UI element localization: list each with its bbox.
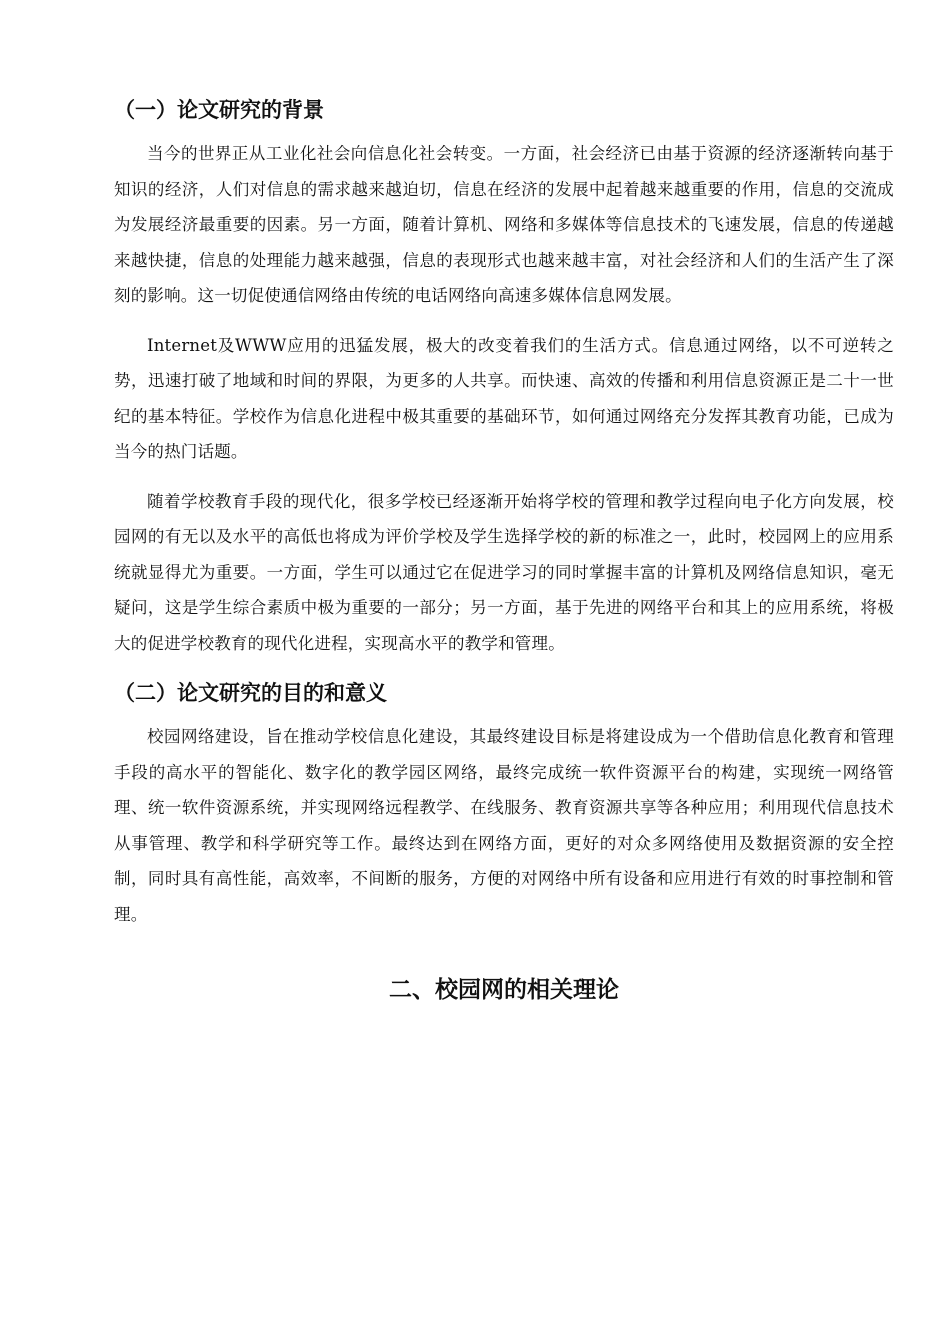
paragraph: 随着学校教育手段的现代化，很多学校已经逐渐开始将学校的管理和教学过程向电子化方向发展，校园网的有无以及水平的高低也将成为评价学校及学生选择学校的新的标准之一，此时，校园网上的应用系统就显得尤为重要。一方面，学生可以通过它在促进学习的同时掌握丰富的计算机及网络信息知识，毫无疑问，这是学生综合素质中极为重要的一部分；另一方面，基于先进的网络平台和其上的应用系统，将极大的促进学校教育的现代化进程，实现高水平的教学和管理。: [114, 491, 894, 653]
chapter-heading: 二、校园网的相关理论: [389, 977, 619, 1003]
section-heading-purpose: （二）论文研究的目的和意义: [114, 681, 387, 705]
paragraph: 当今的世界正从工业化社会向信息化社会转变。一方面，社会经济已由基于资源的经济逐渐转向基于知识的经济，人们对信息的需求越来越迫切，信息在经济的发展中起着越来越重要的作用，信息的交流成为发展经济最重要的因素。另一方面，随着计算机、网络和多媒体等信息技术的飞速发展，信息的传递越来越快捷，信息的处理能力越来越强，信息的表现形式也越来越丰富，对社会经济和人们的生活产生了深刻的影响。这一切促使通信网络由传统的电话网络向高速多媒体信息网发展。: [114, 144, 894, 305]
section-heading-background: （一）论文研究的背景: [114, 98, 324, 122]
paragraph: 校园网络建设，旨在推动学校信息化建设，其最终建设目标是将建设成为一个借助信息化教育和管理手段的高水平的智能化、数字化的教学园区网络，最终完成统一软件资源平台的构建，实现统一网络管理、统一软件资源系统，并实现网络远程教学、在线服务、教育资源共享等各种应用；利用现代信息技术从事管理、教学和科学研究等工作。最终达到在网络方面，更好的对众多网络使用及数据资源的安全控制，同时具有高性能，高效率，不间断的服务，方便的对网络中所有设备和应用进行有效的时事控制和管理。: [114, 727, 894, 924]
paragraph: Internet及WWW应用的迅猛发展，极大的改变着我们的生活方式。信息通过网络，以不可逆转之势，迅速打破了地域和时间的界限，为更多的人共享。而快速、高效的传播和利用信息资源正是二十一世纪的基本特征。学校作为信息化进程中极其重要的基础环节，如何通过网络充分发挥其教育功能，已成为当今的热门话题。: [114, 335, 894, 461]
page-content: [114, 92, 894, 1010]
